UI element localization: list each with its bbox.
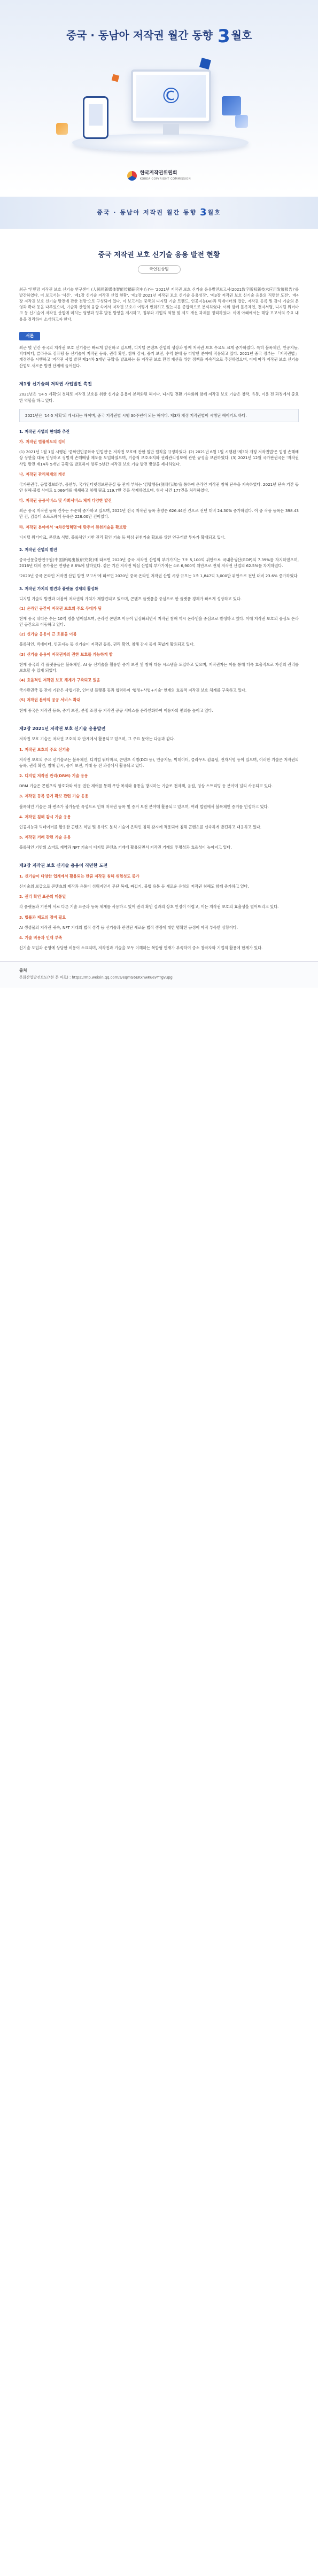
paragraph: 인공지능과 빅데이터를 활용한 콘텐츠 식별 및 유사도 분석 기술이 온라인 침해 감시에 적용되어 침해 콘텐츠를 신속하게 발견하고 대응하고 있다. — [19, 824, 262, 829]
org-name-ko: 한국저작권위원회 — [139, 170, 177, 176]
item-heading: 3. 저작권 가치의 발견과 플랫폼 경제의 활성화 — [19, 586, 98, 591]
paragraph: 신기술 도입과 운영에 상당한 비용이 소요되며, 저작권과 기술을 모두 이해하는 복합형 인재가 부족하여 중소 창작자와 기업의 활용에 한계가 있다. — [19, 945, 263, 951]
sub-heading: 1. 저작권 보호의 주요 신기술 — [19, 747, 70, 752]
paragraph: 현재 중국의 각 플랫폼들은 블록체인, AI 등 신기술을 활용한 증거 보전 및 침해 대응 시스템을 도입하고 있으며, 저작권자는 이를 통해 더욱 효율적으로 자신의 권리를 보호할 수 있게 되었다. — [19, 662, 299, 673]
paragraph: 각 플랫폼과 기관이 서로 다른 기술 표준과 등록 체계를 사용하고 있어 권리 확인 결과의 상호 인정이 어렵고, 이는 저작권 보호의 효율성을 떨어뜨리고 있다. — [19, 904, 279, 910]
paragraph: 국가판권국, 공업정보화부, 공안부, 국가인터넷정보판공실 등 관계 부처는 '검망행동(剑网行动)'을 통하여 온라인 저작권 침해 단속을 지속하였다. 2021년 단속 기간 동안 침해·불법 사이트 1,066개를 폐쇄하고 침해 링크 119.7만 건을 삭제하였으며, 형사 사건 177건을 처리하였다. — [19, 482, 299, 493]
paragraph: 현재 중국은 저작권 등록, 증거 보전, 분쟁 조정 등 저작권 공공 서비스를 온라인화하여 이용자의 편의를 높이고 있다. — [19, 708, 213, 713]
cover-issue-number: 3 — [217, 26, 230, 47]
cube-shape — [199, 58, 211, 69]
chapter-1-lead: 2021년은 '14·5 계획'의 첫해로 저작권 보호를 위한 신기술 응용이 본격화된 해이다. 디지털 전환 가속화와 함께 저작권 보호 기술은 창작, 유통, 이용 전 과정에서 중요한 역할을 하고 있다. — [19, 392, 299, 403]
paragraph: 최근 중국 저작권 등록 건수는 꾸준히 증가하고 있으며, 2021년 전국 저작권 등록 총량은 626.44만 건으로 전년 대비 24.30% 증가하였다. 이 중 작품 등록은 398.43만 건, 컴퓨터 소프트웨어 등록은 228.00만 건이었다. — [19, 508, 299, 519]
cover-illustration — [51, 59, 267, 158]
source-label: 출처 — [19, 968, 27, 973]
sub-heading: 3. 법률과 제도의 정비 필요 — [19, 914, 66, 920]
paragraph: 현재 중국 네티즌 수는 10억 명을 넘어섰으며, 온라인 콘텐츠 이용이 일상화되면서 저작권 침해 역시 온라인을 중심으로 발생하고 있다. 이에 저작권 보호의 중심도 온라인 공간으로 이동하고 있다. — [19, 616, 299, 627]
header-band-suffix: 월호 — [207, 209, 221, 216]
chapter-1-infobox — [19, 409, 299, 422]
paragraph: 저작권 보호의 주요 신기술로는 블록체인, 디지털 워터마크, 콘텐츠 식별(DCI 등), 인공지능, 빅데이터, 클라우드 컴퓨팅, 전자서명 등이 있으며, 이러한 기술은 저작권의 등록, 권리 확인, 침해 감시, 증거 보전, 거래 등 전 과정에서 활용되고 있다. — [19, 757, 299, 768]
header-band-number: 3 — [199, 207, 208, 218]
cover-issue-suffix: 월호 — [231, 29, 252, 42]
box-shape — [56, 123, 68, 135]
sub-heading: 2. 권리 확인 표준의 미통일 — [19, 894, 66, 899]
chapter-2-title: 제2장 2021년 저작권 보호 신기술 응용발전 — [19, 725, 106, 731]
section-tag-intro: 서론 — [19, 332, 40, 340]
paragraph: 블록체인 기술은 위·변조가 불가능한 특성으로 인해 저작권 등록 및 증거 보전 분야에 활용되고 있으며, 여러 법원에서 블록체인 증거를 인정하고 있다. — [19, 804, 269, 809]
paragraph: 디지털 워터마크, 콘텐츠 식별, 블록체인 기반 권리 확인 기술 등 핵심 원천기술 확보를 위한 연구개발 투자가 확대되고 있다. — [19, 534, 226, 540]
sub-heading: 4. 기술 비용과 인재 부족 — [19, 935, 63, 940]
source-link[interactable]: 문화산업발전보도(*본 문 바로) : https://mp.weixin.qq.com/s/eqmG6EKxnwKuevYTgvupg — [19, 975, 173, 980]
logo-mark-icon — [127, 171, 137, 181]
sub-heading: 라. 저작권 분야에서 '4차산업혁명'에 맞추어 원천기술을 확보함 — [19, 524, 127, 530]
sub-heading: 5. 저작권 거래 관련 기술 응용 — [19, 835, 71, 840]
paragraph: 중국신문출판연구원(中国新闻出版研究院)에 따르면 2020년 중국 저작권 산업의 부가가치는 7조 5,100억 위안으로 국내총생산(GDP)의 7.39%를 차지하였으며, 2016년 대비 증가율은 연평균 8.6%에 달하였다. 같은 기간 저작권 핵심 산업의 부가가치는 4조 6,900억 위안으로 전체 저작권 산업의 62.5%를 차지하였다. — [19, 557, 299, 569]
section-intro-body: 최근 몇 년간 중국의 저작권 보호 신기술은 빠르게 발전하고 있으며, 디지털 콘텐츠 산업의 성장과 함께 저작권 보호 수요도 크게 증가하였다. 특히 블록체인, 인공지능, 빅데이터, 클라우드 컴퓨팅 등 신기술이 저작권 등록, 권리 확인, 침해 감시, 증거 보전, 수익 분배 등 다양한 분야에 적용되고 있다. 2021년 중국 정부는 「저작권법」 개정안을 시행하고 '저작권 사업 발전 제14차 5개년 규획'을 발표하는 등 저작권 보호 환경 개선을 위한 정책을 지속적으로 추진하였으며, 이에 따라 저작권 보호 신기술 산업도 새로운 발전 단계에 들어섰다. — [19, 345, 299, 368]
sub-heading: 2. 디지털 저작권 관리(DRM) 기술 응용 — [19, 773, 88, 779]
sub-heading: 나. 저작권 관리체계의 개선 — [19, 471, 66, 477]
paragraph: AI 생성물의 저작권 귀속, NFT 거래의 법적 성격 등 신기술과 관련된 새로운 법적 쟁점에 대한 명확한 규정이 아직 부족한 상황이다. — [19, 925, 238, 930]
org-name-en: KOREA COPYRIGHT COMMISSION — [139, 177, 191, 181]
paragraph: DRM 기술은 콘텐츠의 암호화와 이용 권한 제어를 통해 무단 복제와 유통을 방지하는 기술로 전자책, 음원, 영상 스트리밍 등 분야에 널리 사용되고 있다. — [19, 783, 273, 789]
sub-heading: 가. 저작권 법률제도의 정비 — [19, 439, 66, 445]
copyright-symbol-icon: © — [136, 75, 206, 118]
item-heading: 1. 저작권 사업의 현대화 추진 — [19, 429, 70, 434]
box-shape — [235, 115, 248, 128]
infobox-text: 2021년은 '14·5 계획'의 개시되는 해이며, 중국 저작권법 시행 30주년이 되는 해이다. 제3차 개정 저작권법이 시행된 해이기도 하다. — [25, 413, 247, 418]
org-logo — [0, 170, 318, 182]
footer — [0, 961, 318, 988]
chapter-3-title: 제3장 저작권 보호 신기술 응용이 직면한 도전 — [19, 863, 108, 868]
page — [0, 0, 318, 988]
article — [0, 250, 318, 951]
item-heading: 2. 저작권 산업의 발전 — [19, 547, 57, 552]
sub-heading: 다. 저작권 공공서비스 및 사회서비스 체계 다양한 발전 — [19, 498, 112, 503]
header-band — [0, 197, 318, 229]
sub-heading: (1) 온라인 공간이 저작권 보호의 주요 무대가 됨 — [19, 606, 102, 611]
header-band-text: 중국 · 동남아 저작권 월간 동향 — [97, 209, 197, 216]
paragraph: 블록체인 기반의 스마트 계약과 NFT 기술이 디지털 콘텐츠 거래에 활용되면서 저작권 거래의 투명성과 효율성이 높아지고 있다. — [19, 845, 232, 850]
cover-title-text: 중국 · 동남아 저작권 월간 동향 — [66, 29, 213, 42]
sub-heading: (3) 신기술 응용이 저작권자의 권한 보호를 가능하게 함 — [19, 651, 113, 657]
paragraph: '2020년 중국 온라인 저작권 산업 발전 보고서'에 따르면 2020년 중국 온라인 저작권 산업 시장 규모는 1조 1,847억 3,000만 위안으로 전년 대비 23.6% 증가하였다. — [19, 573, 299, 579]
sub-heading: 1. 신기술이 다양한 업계에서 활용되는 만큼 저작권 침해 위험성도 증가 — [19, 874, 139, 879]
sub-heading: 4. 저작권 침해 감시 기술 응용 — [19, 814, 71, 819]
chapter-1-title: 제1장 신기술의 저작권 사업발전 촉진 — [19, 381, 92, 386]
sub-heading: (2) 신기술 응용이 큰 흐름을 이룸 — [19, 632, 77, 637]
cover — [0, 0, 318, 192]
sub-heading: 3. 저작권 등록 증거 확보 관련 기술 응용 — [19, 794, 89, 799]
phone-icon — [83, 96, 108, 139]
paragraph: 국가판권국 등 관계 기관은 사법기관, 인터넷 플랫폼 등과 협력하여 '행정+사법+기술' 연계의 효율적 저작권 보호 체계를 구축하고 있다. — [19, 688, 247, 693]
paragraph: 블록체인, 빅데이터, 인공지능 등 신기술이 저작권 등록, 권리 확인, 침해 감시 등에 폭넓게 활용되고 있다. — [19, 642, 195, 647]
paragraph: 디지털 기술의 발전과 더불어 저작권의 가치가 재발견되고 있으며, 콘텐츠 플랫폼을 중심으로 한 플랫폼 경제가 빠르게 성장하고 있다. — [19, 596, 242, 601]
paragraph: 신기술의 보급으로 콘텐츠의 제작과 유통이 쉬워지면서 무단 복제, 짜깁기, 불법 유통 등 새로운 유형의 저작권 침해도 함께 증가하고 있다. — [19, 884, 249, 889]
cube-shape — [112, 74, 120, 82]
chapter-2-lead: 저작권 보호 기술은 저작권 보호의 각 단계에서 활용되고 있으며, 그 주요 분야는 다음과 같다. — [19, 736, 175, 742]
cover-title — [0, 22, 318, 51]
monitor-stand — [163, 124, 179, 135]
monitor-icon — [131, 69, 211, 123]
article-intro: 최근 '인민망 저작권 보호 신기술 연구센터 (人民网新媒体智能传播研究中心)'는 '2021년 저작권 보호 신기술 응용발전보고서(2021数字版权新技术应用发展报告)'를 발간하였다. 이 보고서는 '서론', '제1장 신기술 저작권 산업 현황', '제2장 2021년 저작권 보호 신기술 응용성장', '제3장 저작권 보호 신기술 응용의 직면한 도전', '제4장 저작권 보호 신기술 발전에 관한 전망'으로 구성되어 있다. 이 보고서는 중국의 디지털 기술 트렌드, 인공지능(AI)과 빅데이터의 결합, 저작권 등록 및 감시 기술의 운영과 확대 등을 다루었으며, 기술과 산업의 융합 속에서 저작권 보호가 어떻게 변화하고 있는지를 종합적으로 분석하였다. 이와 함께 블록체인, 전자서명, 디지털 워터마크 등 신기술이 저작권 산업에 미치는 영향과 향후 발전 방향을 제시하고, 정부와 기업의 역할 및 제도 개선 과제를 정리하였다. 이에 아래에서는 해당 보고서의 주요 내용을 정리하여 소개하고자 한다. — [19, 286, 299, 322]
sub-heading: (4) 효율적인 저작권 보호 체계가 구축되고 있음 — [19, 678, 100, 683]
paragraph: (1) 2021년 1월 1일 시행된 '중화인민공화국 민법전'은 저작권 보호에 관한 일반 원칙을 규정하였다. (2) 2021년 6월 1일 시행된 '제3차 개정 저작권법'은 법정 손해배상 상한을 대폭 인상하고 징벌적 손해배상 제도를 도입하였으며, 기술적 보호조치와 권리관리정보에 관한 규정을 보완하였다. (3) 2021년 12월 국가판권국은 '저작권 사업 발전 제14차 5개년 규획'을 발표하여 향후 5년간 저작권 보호 기술 발전 방향을 제시하였다. — [19, 449, 299, 467]
article-title: 중국 저작권 보호 신기술 응용 발전 현황 — [98, 251, 220, 259]
article-author: 국연진상팀 — [138, 265, 181, 274]
header-band-title — [0, 205, 318, 220]
box-shape — [222, 96, 241, 115]
sub-heading: (5) 저작권 분야의 공공 서비스 확대 — [19, 697, 81, 703]
